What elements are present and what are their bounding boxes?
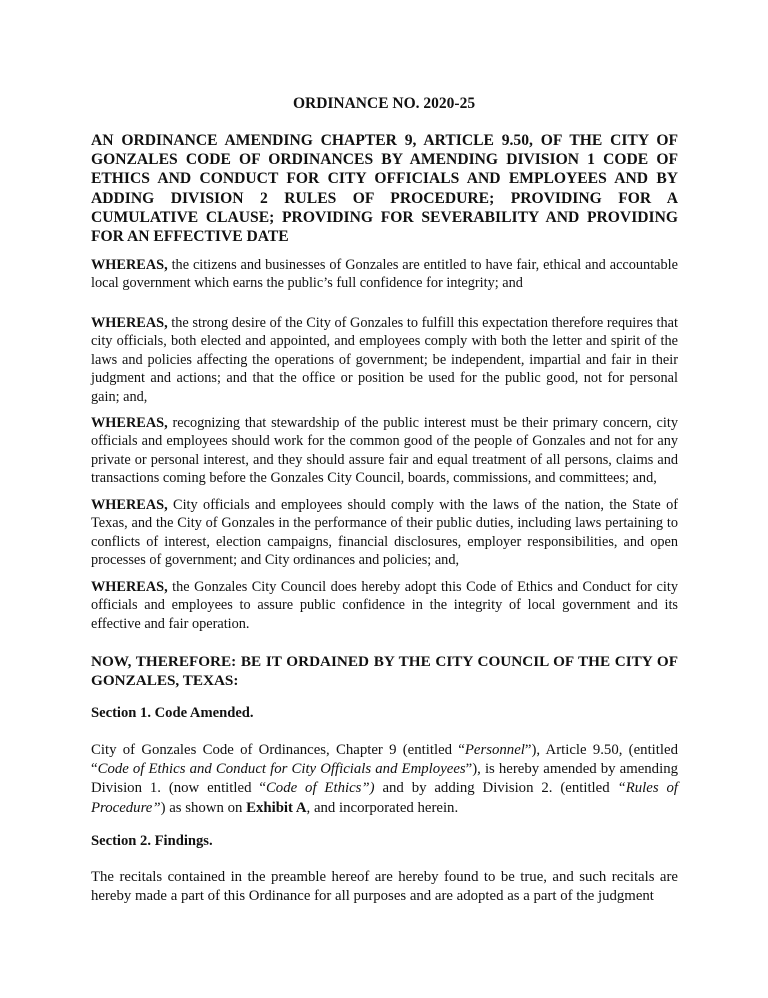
section-2-text: The recitals contained in the preamble hereof are hereby found to be true, and such recitals are hereby made a part of this Ordinance for all purposes and are adopted as a part of the judgment — [91, 869, 678, 905]
ordinance-number: ORDINANCE NO. 2020-25 — [292, 95, 476, 112]
section-1-heading: Section 1. Code Amended. — [91, 705, 254, 721]
whereas-label: WHEREAS, — [91, 315, 168, 331]
whereas-paragraph-4 — [91, 496, 678, 570]
whereas-paragraph-3 — [91, 414, 678, 488]
whereas-label: WHEREAS, — [91, 579, 168, 595]
whereas-label: WHEREAS, — [91, 415, 168, 431]
whereas-paragraph-5 — [91, 578, 678, 633]
ordinance-title: AN ORDINANCE AMENDING CHAPTER 9, ARTICLE 9.50, OF THE CITY OF GONZALES CODE OF ORDINANCES BY AMENDING DIVISION 1 CODE OF ETHICS AND CONDUCT FOR CITY OFFICIALS AND EMPLOYEES AND BY ADDING DIVISION 2 RULES OF PROCEDURE; PROVIDING FOR A CUMULATIVE CLAUSE; PROVIDING FOR SEVERABILITY AND PROVIDING FOR AN EFFECTIVE DATE — [91, 132, 678, 246]
exhibit-reference: Exhibit A — [246, 799, 307, 816]
whereas-label: WHEREAS, — [91, 257, 168, 273]
whereas-text: the citizens and businesses of Gonzales are entitled to have fair, ethical and accountable local government which earns the public’s full confidence for integrity; and — [91, 257, 678, 292]
section-2-heading: Section 2. Findings. — [91, 833, 213, 849]
section-1-text: City of Gonzales Code of Ordinances, Chapter 9 (entitled “Personnel”), Article 9.50, (entitled “Code of Ethics and Conduct for City Officials and Employees”), is hereby amended by amending Division 1. (now entitled “Code of Ethics”) and by adding Division 2. (entitled “Rules of Procedure”) as shown on Exhibit A, and incorporated herein. — [91, 742, 679, 816]
whereas-label: WHEREAS, — [91, 497, 168, 513]
ordained-clause: NOW, THEREFORE: BE IT ORDAINED BY THE CITY COUNCIL OF THE CITY OF GONZALES, TEXAS: — [91, 653, 678, 690]
whereas-paragraph-1 — [91, 256, 678, 293]
whereas-text: the strong desire of the City of Gonzales to fulfill this expectation therefore requires that city officials, both elected and appointed, and employees comply with both the letter and spirit of the laws and policies affecting the operations of government; be independent, impartial and fair in their judgment and actions; and that the office or position be used for the public good, not for personal gain; and, — [91, 315, 678, 405]
whereas-text: City officials and employees should comply with the laws of the nation, the State of Texas, and the City of Gonzales in the performance of their public duties, including laws pertaining to conflicts of interest, election campaigns, financial disclosures, employer responsibilities, and open processes of government; and City ordinances and policies; and, — [91, 497, 678, 569]
whereas-paragraph-2 — [91, 314, 678, 406]
whereas-text: the Gonzales City Council does hereby adopt this Code of Ethics and Conduct for city officials and employees to assure public confidence in the integrity of local government and its effective and fair operation. — [91, 579, 678, 632]
whereas-text: recognizing that stewardship of the public interest must be their primary concern, city officials and employees should work for the common good of the people of Gonzales and not for any private or personal interest, and they should assure fair and equal treatment of all persons, claims and transactions coming before the Gonzales City Council, boards, commissions, and committees; and, — [91, 415, 678, 487]
